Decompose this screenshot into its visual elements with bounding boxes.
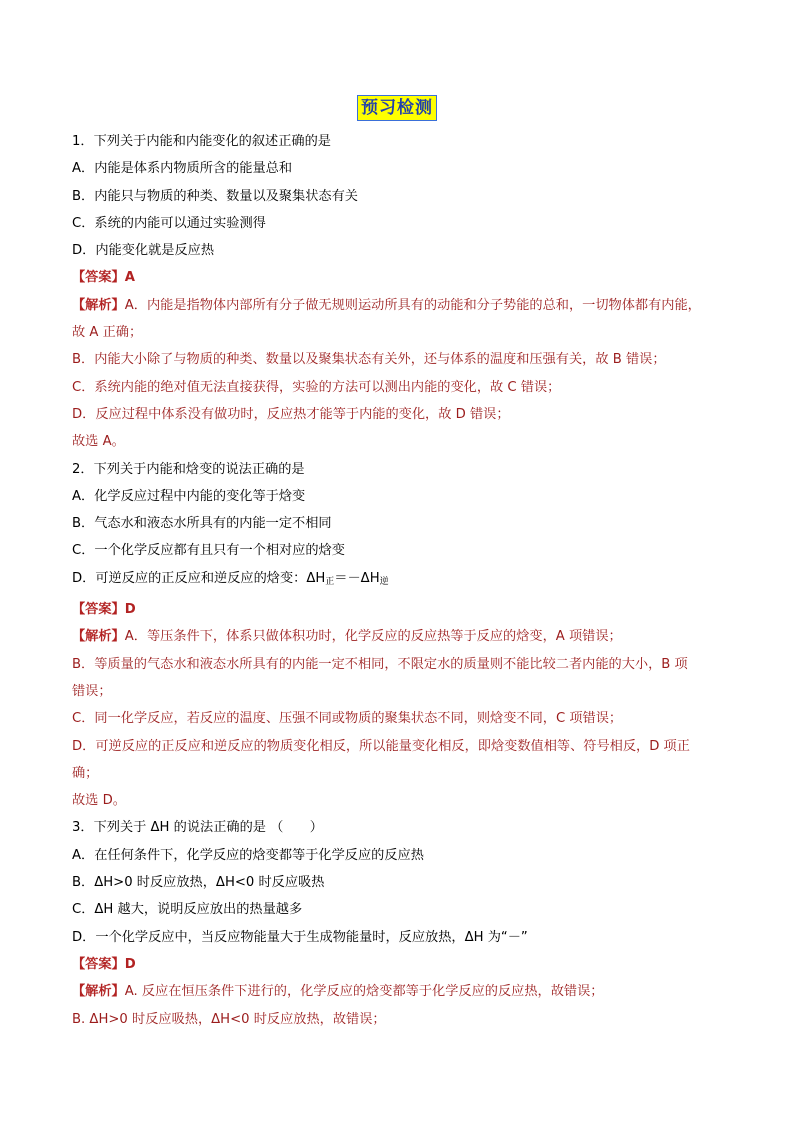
analysis-text: A．内能是指物体内部所有分子做无规则运动所具有的动能和分子势能的总和，一切物体都有内能， [124,297,701,313]
answer-tag: 【答案】 [72,602,125,618]
analysis-tag: 【解析】 [72,297,125,313]
q3-option-c: C．ΔH 越大，说明反应放出的热量越多 [72,902,303,918]
q2-option-a: A．化学反应过程中内能的变化等于焓变 [72,488,306,504]
analysis-text: A. 反应在恒压条件下进行的，化学反应的焓变都等于化学反应的反应热，故错误； [124,984,604,1000]
q1-conclusion: 故选 A。 [72,434,125,450]
analysis-tag: 【解析】 [72,984,125,1000]
question-3-stem: 3．下列关于 ΔH 的说法正确的是 （ ） [72,820,323,836]
content [72,128,727,1033]
q1-option-d: D．内能变化就是反应热 [72,243,215,259]
answer-value: D [124,956,136,972]
q1-option-a: A．内能是体系内物质所含的能量总和 [72,161,293,177]
page-title: 预习检测 [357,95,437,121]
title-wrap [0,95,794,121]
question-1-stem: 1．下列关于内能和内能变化的叙述正确的是 [72,134,331,149]
q1-analysis-a-cont: 故 A 正确； [72,325,143,341]
q3-analysis-a [72,978,727,1005]
q1-analysis-c: C．系统内能的绝对值无法直接获得，实验的方法可以测出内能的变化，故 C 错误； [72,379,561,395]
q1-option-b: B．内能只与物质的种类、数量以及聚集状态有关 [72,188,358,204]
q2-analysis-b-cont: 错误； [72,683,112,699]
q3-option-d: D．一个化学反应中，当反应物能量大于生成物能量时，反应放热，ΔH 为“－” [72,929,528,945]
q3-answer [72,951,727,978]
q2-option-d-mid: ＝－ΔH [334,570,380,586]
q3-option-a: A．在任何条件下，化学反应的焓变都等于化学反应的反应热 [72,847,424,863]
answer-tag: 【答案】 [72,956,125,972]
q2-option-d [72,565,727,596]
analysis-tag: 【解析】 [72,629,125,645]
q1-analysis-b: B．内能大小除了与物质的种类、数量以及聚集状态有关外，还与体系的温度和压强有关，故 B 错误； [72,352,666,368]
q3-analysis-b: B. ΔH>0 时反应吸热，ΔH<0 时反应放热，故错误； [72,1011,386,1027]
analysis-text: A．等压条件下，体系只做体积功时，化学反应的反应热等于反应的焓变，A 项错误； [124,629,622,645]
q2-analysis-c: C．同一化学反应，若反应的温度、压强不同或物质的聚集状态不同，则焓变不同，C 项错误； [72,711,623,727]
q2-option-b: B．气态水和液态水所具有的内能一定不相同 [72,516,332,532]
q2-option-d-prefix: D．可逆反应的正反应和逆反应的焓变：ΔH [72,570,326,586]
q2-analysis-d-cont: 确； [72,765,99,781]
q2-analysis-d: D．可逆反应的正反应和逆反应的物质变化相反，所以能量变化相反，即焓变数值相等、符号相反，D 项正 [72,738,690,754]
q1-option-c: C．系统的内能可以通过实验测得 [72,215,266,231]
answer-value: D [124,602,136,618]
subscript-reverse: 逆 [379,576,389,587]
question-2-stem: 2．下列关于内能和焓变的说法正确的是 [72,461,305,477]
subscript-forward: 正 [325,576,335,587]
q2-option-c: C．一个化学反应都有且只有一个相对应的焓变 [72,543,345,559]
answer-value: A [124,270,135,286]
q2-conclusion: 故选 D。 [72,793,126,809]
q2-analysis-a [72,623,727,650]
q3-option-b: B．ΔH>0 时反应放热，ΔH<0 时反应吸热 [72,875,325,891]
q1-analysis-d: D．反应过程中体系没有做功时，反应热才能等于内能的变化，故 D 错误； [72,406,510,422]
q2-answer [72,596,727,623]
q1-answer [72,264,727,291]
q2-analysis-b: B．等质量的气态水和液态水所具有的内能一定不相同，不限定水的质量则不能比较二者内能的大小，B 项 [72,656,688,672]
answer-tag: 【答案】 [72,270,125,286]
q1-analysis-a [72,292,727,319]
